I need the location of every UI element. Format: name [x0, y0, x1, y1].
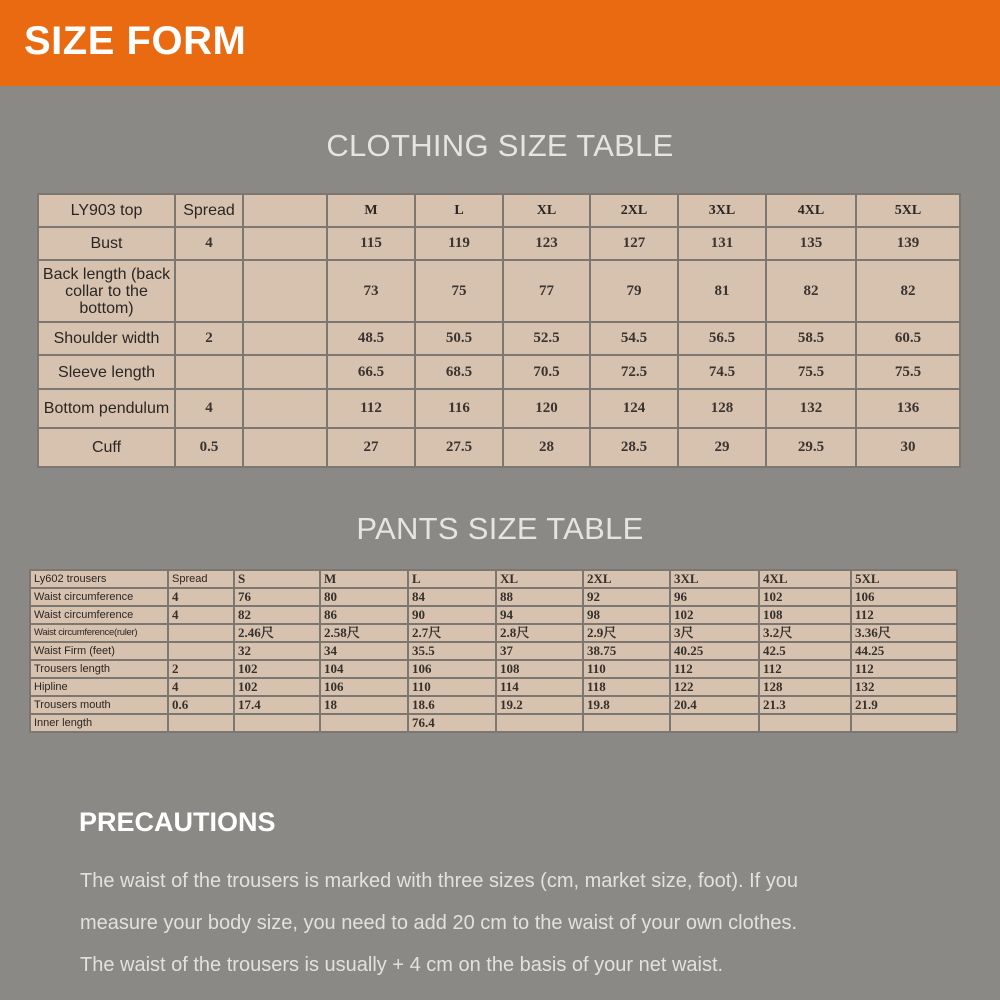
clothing-measure-label: Bottom pendulum [38, 389, 175, 428]
pants-row [30, 588, 957, 606]
pants-cell: 21.3 [759, 696, 851, 714]
pants-cell: 35.5 [408, 642, 496, 660]
clothing-cell [243, 428, 327, 467]
precaution-line: measure your body size, you need to add 20 cm to the waist of your own clothes. [80, 912, 798, 934]
pants-row [30, 678, 957, 696]
pants-cell [168, 624, 234, 642]
pants-cell: 76.4 [408, 714, 496, 732]
clothing-cell: 77 [503, 260, 590, 322]
pants-cell: 82 [234, 606, 320, 624]
pants-cell: 92 [583, 588, 670, 606]
clothing-cell: 60.5 [856, 322, 960, 355]
clothing-cell [175, 355, 243, 389]
pants-cell: 104 [320, 660, 408, 678]
pants-measure-label: Waist circumference [30, 606, 168, 624]
clothing-measure-label: Cuff [38, 428, 175, 467]
clothing-cell: 68.5 [415, 355, 503, 389]
pants-measure-label: Trousers mouth [30, 696, 168, 714]
pants-cell [168, 714, 234, 732]
pants-cell: 110 [408, 678, 496, 696]
pants-cell [496, 714, 583, 732]
clothing-cell: 139 [856, 227, 960, 260]
clothing-row [38, 389, 960, 428]
pants-cell: 76 [234, 588, 320, 606]
pants-header-cell: L [408, 570, 496, 588]
pants-cell: 132 [851, 678, 957, 696]
pants-cell: 34 [320, 642, 408, 660]
clothing-cell: 81 [678, 260, 766, 322]
pants-header-cell: 2XL [583, 570, 670, 588]
pants-measure-label: Inner length [30, 714, 168, 732]
pants-header-row [30, 570, 957, 588]
pants-cell: 4 [168, 588, 234, 606]
pants-cell: 4 [168, 678, 234, 696]
clothing-cell: 30 [856, 428, 960, 467]
pants-cell: 2.58尺 [320, 624, 408, 642]
pants-header-cell: Spread [168, 570, 234, 588]
clothing-cell: 116 [415, 389, 503, 428]
clothing-row [38, 428, 960, 467]
pants-cell: 2 [168, 660, 234, 678]
pants-row [30, 606, 957, 624]
pants-cell: 102 [234, 678, 320, 696]
pants-cell: 108 [759, 606, 851, 624]
pants-header-cell: XL [496, 570, 583, 588]
pants-cell: 88 [496, 588, 583, 606]
pants-cell: 112 [851, 660, 957, 678]
pants-cell: 19.8 [583, 696, 670, 714]
pants-cell: 90 [408, 606, 496, 624]
pants-cell [583, 714, 670, 732]
clothing-header-cell: XL [503, 194, 590, 227]
pants-cell: 112 [670, 660, 759, 678]
pants-cell: 3.36尺 [851, 624, 957, 642]
clothing-header-cell [243, 194, 327, 227]
pants-cell: 128 [759, 678, 851, 696]
pants-cell: 2.7尺 [408, 624, 496, 642]
clothing-cell: 52.5 [503, 322, 590, 355]
pants-cell [670, 714, 759, 732]
clothing-cell: 73 [327, 260, 415, 322]
clothing-row [38, 355, 960, 389]
clothing-header-cell: 5XL [856, 194, 960, 227]
pants-cell: 2.9尺 [583, 624, 670, 642]
clothing-measure-label: Sleeve length [38, 355, 175, 389]
pants-measure-label: Trousers length [30, 660, 168, 678]
clothing-cell: 58.5 [766, 322, 856, 355]
pants-cell: 0.6 [168, 696, 234, 714]
clothing-cell: 29 [678, 428, 766, 467]
pants-cell: 114 [496, 678, 583, 696]
pants-cell: 98 [583, 606, 670, 624]
pants-measure-label: Waist Firm (feet) [30, 642, 168, 660]
clothing-cell: 74.5 [678, 355, 766, 389]
pants-cell: 110 [583, 660, 670, 678]
clothing-size-table-title: CLOTHING SIZE TABLE [326, 128, 674, 163]
precautions-title: PRECAUTIONS [79, 807, 276, 837]
pants-measure-label: Hipline [30, 678, 168, 696]
clothing-cell: 48.5 [327, 322, 415, 355]
clothing-cell: 127 [590, 227, 678, 260]
pants-size-table [29, 569, 958, 733]
pants-cell: 37 [496, 642, 583, 660]
pants-cell [320, 714, 408, 732]
clothing-measure-label: Bust [38, 227, 175, 260]
pants-cell: 19.2 [496, 696, 583, 714]
clothing-cell: 82 [766, 260, 856, 322]
clothing-cell: 75 [415, 260, 503, 322]
pants-cell: 102 [670, 606, 759, 624]
clothing-header-cell: 2XL [590, 194, 678, 227]
pants-cell: 3.2尺 [759, 624, 851, 642]
clothing-header-cell: M [327, 194, 415, 227]
pants-row [30, 696, 957, 714]
pants-header-cell: 3XL [670, 570, 759, 588]
clothing-cell: 112 [327, 389, 415, 428]
clothing-header-cell: L [415, 194, 503, 227]
clothing-cell: 0.5 [175, 428, 243, 467]
pants-cell: 42.5 [759, 642, 851, 660]
pants-cell: 108 [496, 660, 583, 678]
clothing-header-cell: Spread [175, 194, 243, 227]
pants-cell: 102 [234, 660, 320, 678]
pants-cell: 122 [670, 678, 759, 696]
clothing-cell: 124 [590, 389, 678, 428]
page-title: SIZE FORM [24, 19, 247, 63]
pants-cell: 96 [670, 588, 759, 606]
pants-cell: 86 [320, 606, 408, 624]
clothing-cell: 131 [678, 227, 766, 260]
clothing-cell: 29.5 [766, 428, 856, 467]
pants-cell: 20.4 [670, 696, 759, 714]
clothing-cell [243, 389, 327, 428]
pants-cell: 94 [496, 606, 583, 624]
clothing-header-cell: 3XL [678, 194, 766, 227]
clothing-cell: 119 [415, 227, 503, 260]
clothing-cell: 27 [327, 428, 415, 467]
pants-row [30, 642, 957, 660]
clothing-cell: 54.5 [590, 322, 678, 355]
clothing-header-cell: LY903 top [38, 194, 175, 227]
pants-row [30, 714, 957, 732]
pants-cell: 112 [851, 606, 957, 624]
pants-cell: 118 [583, 678, 670, 696]
pants-header-cell: S [234, 570, 320, 588]
pants-cell: 102 [759, 588, 851, 606]
pants-cell: 18.6 [408, 696, 496, 714]
clothing-cell: 28.5 [590, 428, 678, 467]
pants-cell [851, 714, 957, 732]
clothing-size-table [37, 193, 961, 468]
pants-cell: 3尺 [670, 624, 759, 642]
clothing-cell: 72.5 [590, 355, 678, 389]
pants-header-cell: 5XL [851, 570, 957, 588]
header-banner [0, 0, 1000, 86]
clothing-row [38, 227, 960, 260]
pants-cell: 2.46尺 [234, 624, 320, 642]
clothing-measure-label: Back length (back collar to the bottom) [38, 260, 175, 322]
clothing-cell: 75.5 [766, 355, 856, 389]
pants-cell [234, 714, 320, 732]
pants-cell: 106 [408, 660, 496, 678]
pants-cell: 106 [320, 678, 408, 696]
pants-measure-label: Waist circumference [30, 588, 168, 606]
pants-cell: 2.8尺 [496, 624, 583, 642]
clothing-cell [175, 260, 243, 322]
pants-header-cell: M [320, 570, 408, 588]
pants-row [30, 660, 957, 678]
pants-cell: 32 [234, 642, 320, 660]
precaution-line: The waist of the trousers is marked with three sizes (cm, market size, foot). If you [80, 870, 799, 892]
pants-measure-label: Waist circumference(ruler) [30, 624, 168, 642]
pants-cell: 112 [759, 660, 851, 678]
pants-row [30, 624, 957, 642]
clothing-cell: 123 [503, 227, 590, 260]
clothing-cell [243, 260, 327, 322]
clothing-cell [243, 322, 327, 355]
clothing-cell: 135 [766, 227, 856, 260]
clothing-cell [243, 355, 327, 389]
pants-cell [759, 714, 851, 732]
clothing-cell: 50.5 [415, 322, 503, 355]
pants-cell: 80 [320, 588, 408, 606]
clothing-cell: 79 [590, 260, 678, 322]
clothing-cell: 4 [175, 227, 243, 260]
clothing-row [38, 260, 960, 322]
clothing-measure-label: Shoulder width [38, 322, 175, 355]
clothing-cell: 75.5 [856, 355, 960, 389]
pants-cell: 17.4 [234, 696, 320, 714]
clothing-cell: 28 [503, 428, 590, 467]
pants-cell: 18 [320, 696, 408, 714]
clothing-header-row [38, 194, 960, 227]
clothing-cell [243, 227, 327, 260]
pants-cell: 84 [408, 588, 496, 606]
clothing-cell: 120 [503, 389, 590, 428]
clothing-cell: 27.5 [415, 428, 503, 467]
pants-cell: 106 [851, 588, 957, 606]
clothing-cell: 132 [766, 389, 856, 428]
clothing-header-cell: 4XL [766, 194, 856, 227]
pants-cell: 21.9 [851, 696, 957, 714]
pants-header-cell: 4XL [759, 570, 851, 588]
clothing-cell: 82 [856, 260, 960, 322]
clothing-cell: 136 [856, 389, 960, 428]
pants-cell: 4 [168, 606, 234, 624]
pants-size-table-title: PANTS SIZE TABLE [356, 511, 644, 546]
pants-cell: 44.25 [851, 642, 957, 660]
pants-cell: 38.75 [583, 642, 670, 660]
clothing-cell: 4 [175, 389, 243, 428]
pants-cell [168, 642, 234, 660]
clothing-cell: 2 [175, 322, 243, 355]
clothing-cell: 70.5 [503, 355, 590, 389]
clothing-cell: 128 [678, 389, 766, 428]
pants-header-cell: Ly602 trousers [30, 570, 168, 588]
precaution-line: The waist of the trousers is usually + 4 cm on the basis of your net waist. [80, 954, 724, 976]
clothing-row [38, 322, 960, 355]
pants-cell: 40.25 [670, 642, 759, 660]
clothing-cell: 115 [327, 227, 415, 260]
clothing-cell: 66.5 [327, 355, 415, 389]
clothing-cell: 56.5 [678, 322, 766, 355]
